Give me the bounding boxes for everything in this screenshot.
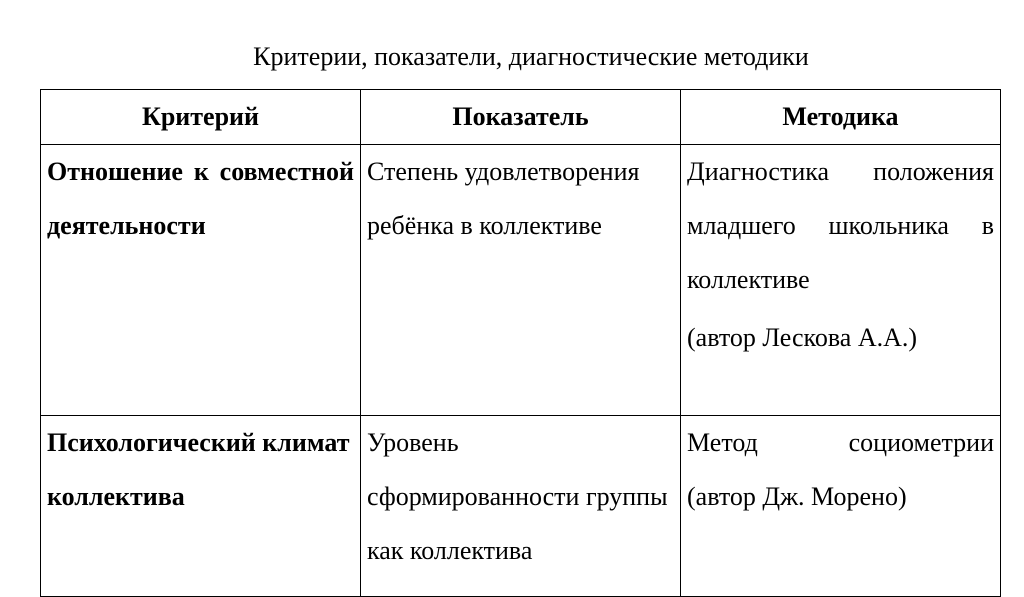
method-author: (автор Дж. Морено) [687,482,907,511]
indicator-text: Степень удовлетворения ребёнка в коллективе [367,157,640,240]
method-text: Метод социометрии [687,428,994,457]
method-cell [681,145,1001,416]
criterion-cell [41,416,361,597]
indicator-text: Уровень сформированности группы как коллектива [367,428,668,565]
method-text: Диагностика положения младшего школьника в коллективе [687,157,994,294]
header-indicator: Показатель [361,90,681,145]
method-cell [681,416,1001,597]
indicator-cell [361,416,681,597]
table-row [41,145,1001,416]
criterion-text: Отношение к совместной деятельности [47,157,354,240]
method-author: (автор Лескова А.А.) [687,323,918,352]
page-title: Критерии, показатели, диагностические методики [253,42,809,71]
header-criterion: Критерий [41,90,361,145]
table-header-row [41,90,1001,145]
header-method: Методика [681,90,1001,145]
criterion-cell [41,145,361,416]
criterion-text: Психологический климат коллектива [47,428,350,511]
criteria-table [40,89,1001,597]
indicator-cell [361,145,681,416]
table-row [41,416,1001,597]
